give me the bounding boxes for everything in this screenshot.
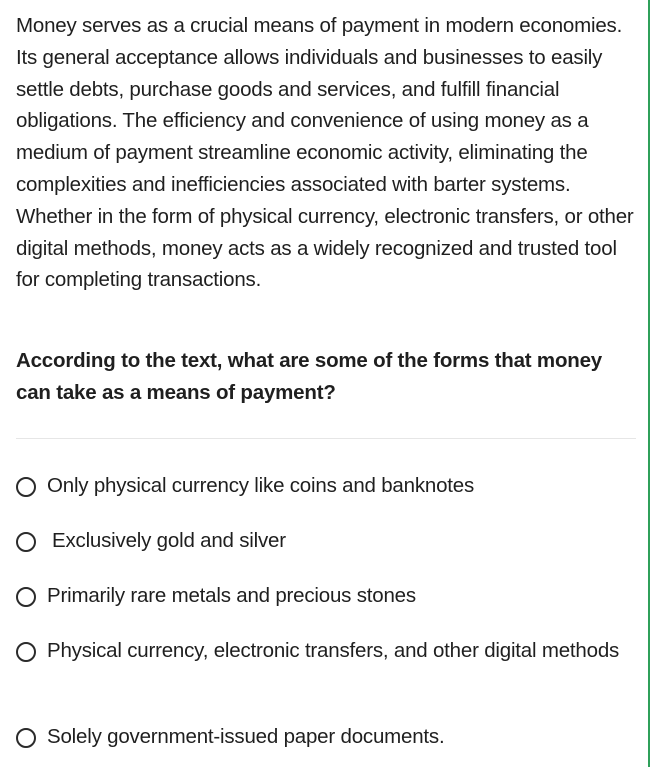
answer-option-label: Only physical currency like coins and banknotes xyxy=(47,474,475,497)
divider xyxy=(16,438,636,439)
question-text: According to the text, what are some of the forms that money can take as a means of payment? xyxy=(16,349,603,404)
answer-option-label: Solely government-issued paper documents. xyxy=(47,725,445,748)
reading-passage: Money serves as a crucial means of payment in modern economies. Its general acceptance allows individuals and businesses to easily settle debts, purchase goods and services, and fulfill financial obligations. The efficiency and convenience of using money as a medium of payment streamline economic activity, eliminating the complexities and inefficiencies associated with barter systems. Whether in the form of physical currency, electronic transfers, or other digital methods, money acts as a widely recognized and trusted tool for completing transactions. xyxy=(16,14,634,292)
answer-option-label: Exclusively gold and silver xyxy=(52,529,286,552)
radio-button[interactable] xyxy=(16,642,36,662)
radio-button[interactable] xyxy=(16,728,36,748)
radio-button[interactable] xyxy=(16,532,36,552)
radio-button[interactable] xyxy=(16,477,36,497)
radio-button[interactable] xyxy=(16,587,36,607)
answer-option-label: Physical currency, electronic transfers, and other digital methods xyxy=(47,639,620,662)
answer-option-label: Primarily rare metals and precious stones xyxy=(47,584,416,607)
